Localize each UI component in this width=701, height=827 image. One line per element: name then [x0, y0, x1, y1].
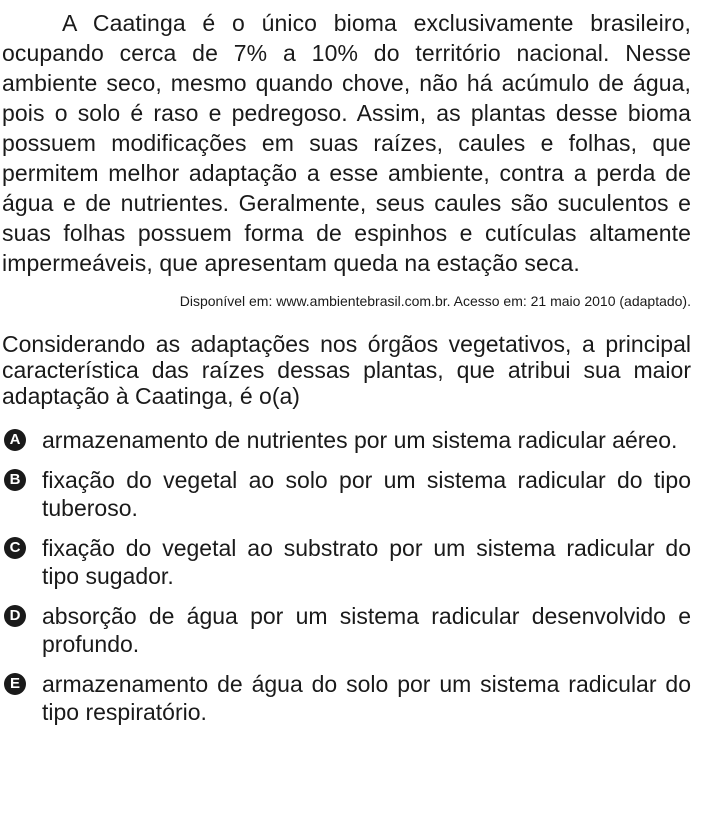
- option-d[interactable]: [2, 602, 691, 658]
- option-a-text: armazenamento de nutrientes por um sistema radicular aéreo.: [42, 427, 678, 453]
- option-e-text: armazenamento de água do solo por um sistema radicular do tipo respiratório.: [42, 671, 691, 725]
- option-a[interactable]: [2, 426, 691, 454]
- option-c-text: fixação do vegetal ao substrato por um sistema radicular do tipo sugador.: [42, 535, 691, 589]
- option-c[interactable]: [2, 534, 691, 590]
- question-stem: Considerando as adaptações nos órgãos vegetativos, a principal característica das raízes dessas plantas, que atribui sua maior adaptação à Caatinga, é o(a): [2, 331, 691, 409]
- option-b[interactable]: [2, 466, 691, 522]
- answer-options: [2, 426, 691, 726]
- option-e[interactable]: [2, 670, 691, 726]
- option-a-badge: A: [4, 429, 26, 451]
- passage-text: A Caatinga é o único bioma exclusivamente brasileiro, ocupando cerca de 7% a 10% do território nacional. Nesse ambiente seco, mesmo quando chove, não há acúmulo de água, pois o solo é raso e pedregoso. Assim, as plantas desse bioma possuem modificações em suas raízes, caules e folhas, que permitem melhor adaptação a esse ambiente, contra a perda de água e de nutrientes. Geralmente, seus caules são suculentos e suas folhas possuem forma de espinhos e cutículas altamente impermeáveis, que apresentam queda na estação seca.: [2, 10, 691, 276]
- option-c-badge: C: [4, 537, 26, 559]
- option-b-badge: B: [4, 469, 26, 491]
- option-d-badge: D: [4, 605, 26, 627]
- option-e-badge: E: [4, 673, 26, 695]
- option-d-text: absorção de água por um sistema radicular desenvolvido e profundo.: [42, 603, 691, 657]
- source-citation: Disponível em: www.ambientebrasil.com.br. Acesso em: 21 maio 2010 (adaptado).: [179, 293, 691, 309]
- option-b-text: fixação do vegetal ao solo por um sistema radicular do tipo tuberoso.: [42, 467, 691, 521]
